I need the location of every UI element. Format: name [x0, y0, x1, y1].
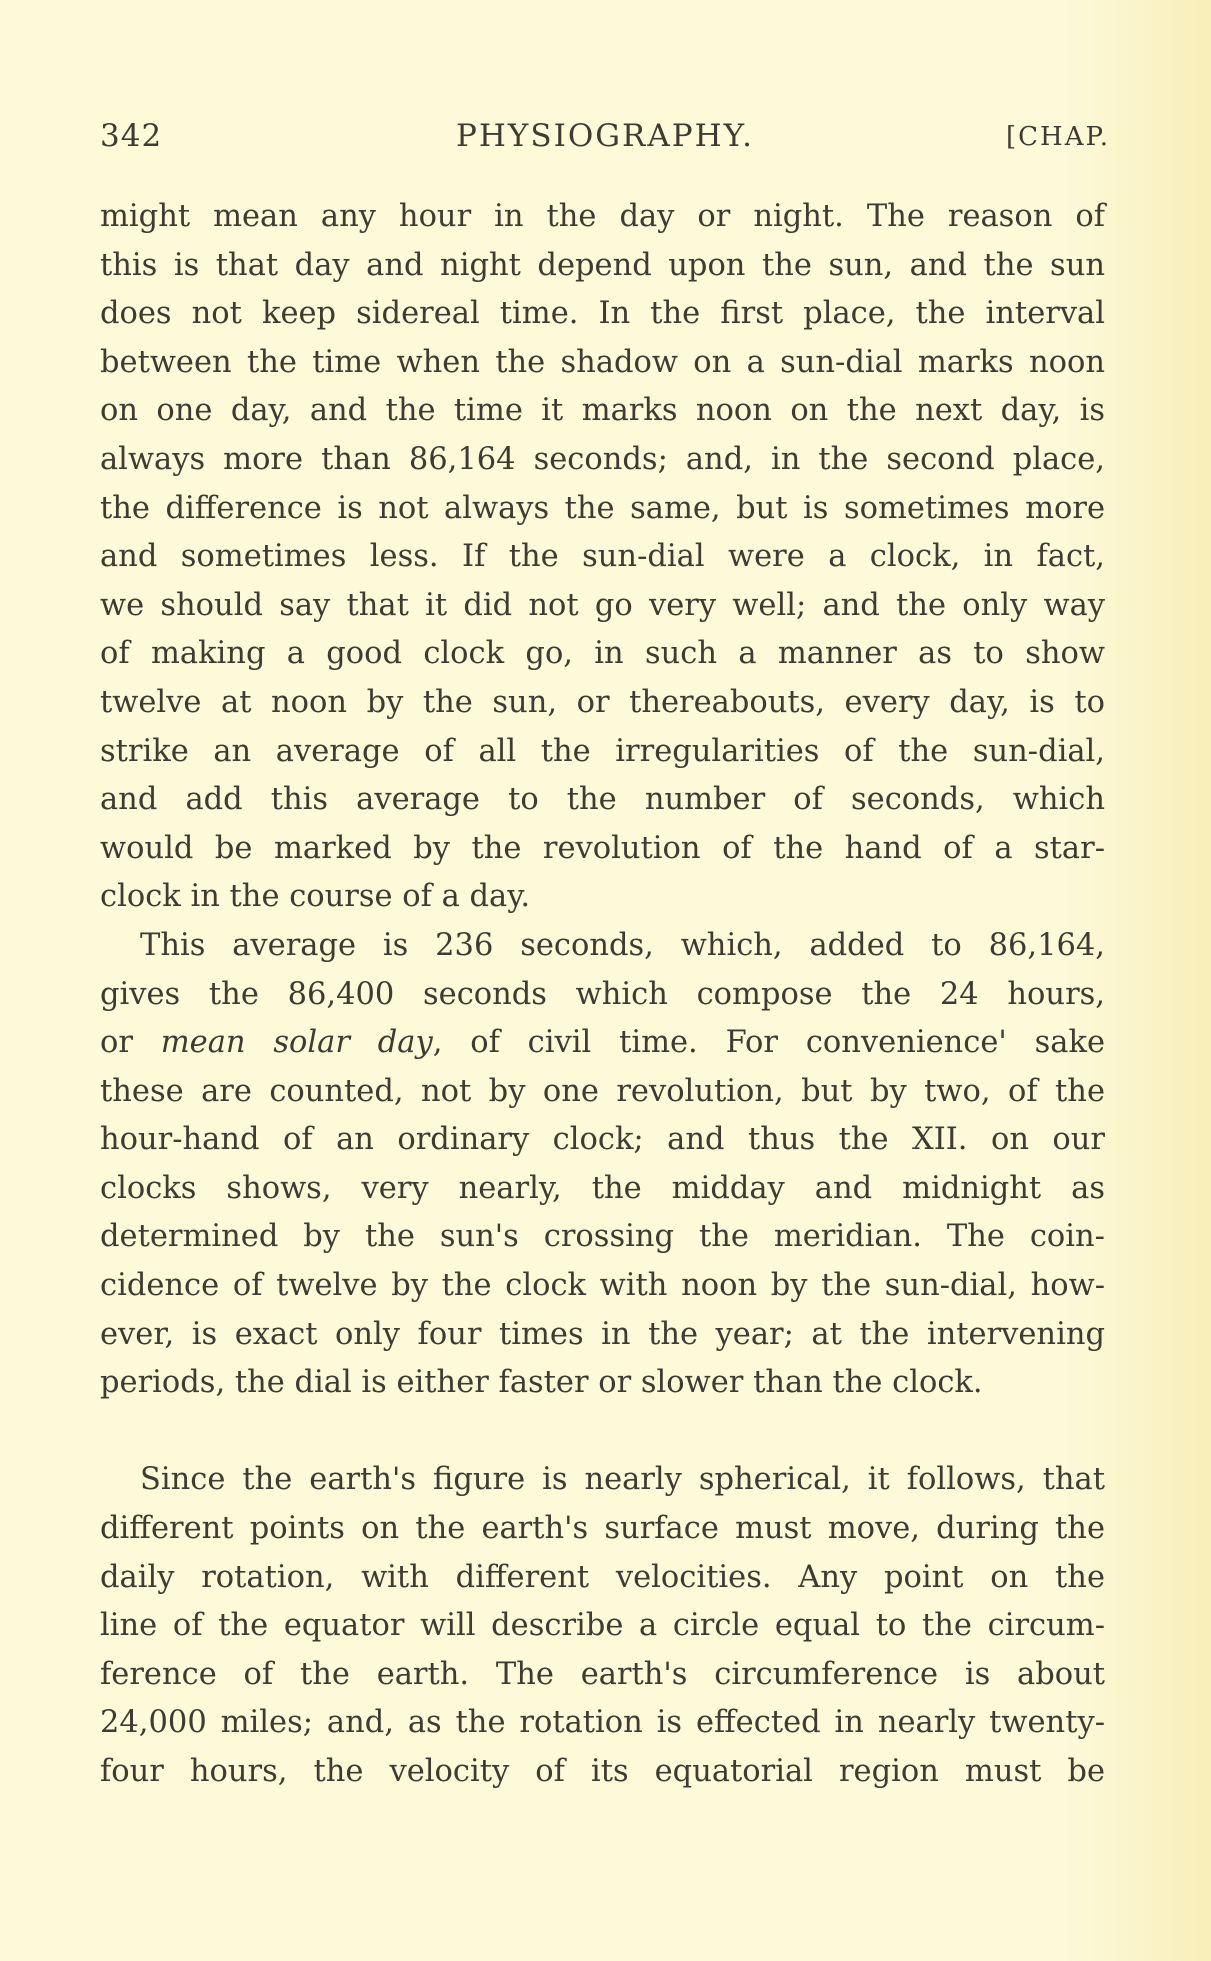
text-fragment: or — [100, 1025, 161, 1061]
text-line: clock in the course of a day. — [100, 879, 531, 915]
text-line: these are counted, not by one revolution, but by two, of the — [100, 1073, 1105, 1109]
page-number: 342 — [100, 118, 163, 154]
text-line-with-term — [100, 1019, 1105, 1068]
text-line: and sometimes less. If the sun-dial were a clock, in fact, — [100, 539, 1105, 575]
text-line: ference of the earth. The earth's circumference is about — [100, 1656, 1105, 1692]
text-line: the difference is not always the same, but is sometimes more — [100, 490, 1105, 526]
text-line: ever, is exact only four times in the year; at the intervening — [100, 1316, 1105, 1352]
paragraph-gap — [100, 1408, 1105, 1457]
text-line: twelve at noon by the sun, or thereabouts, every day, is to — [100, 684, 1105, 720]
text-line: of making a good clock go, in such a manner as to show — [100, 636, 1105, 672]
text-line: might mean any hour in the day or night. The reason of — [100, 199, 1105, 234]
text-line: line of the equator will describe a circle equal to the circum- — [100, 1608, 1105, 1644]
text-line: strike an average of all the irregularities of the sun-dial, — [100, 733, 1105, 769]
text-line: This average is 236 seconds, which, added to 86,164, — [140, 927, 1105, 963]
text-line: Since the earth's figure is nearly spherical, it follows, that — [140, 1462, 1105, 1498]
text-line: and add this average to the number of seconds, which — [100, 782, 1105, 818]
text-line: would be marked by the revolution of the hand of a star- — [100, 830, 1105, 866]
italic-term: mean solar day — [160, 1025, 433, 1061]
text-fragment: , of civil time. For convenience' sake — [432, 1025, 1105, 1061]
text-line: on one day, and the time it marks noon on the next day, is — [100, 393, 1105, 429]
text-line: different points on the earth's surface must move, during the — [100, 1511, 1105, 1547]
body-text — [100, 193, 1105, 1797]
text-line: always more than 86,164 seconds; and, in the second place, — [100, 441, 1105, 477]
text-line: cidence of twelve by the clock with noon by the sun-dial, how- — [100, 1268, 1105, 1304]
text-line: clocks shows, very nearly, the midday and midnight as — [100, 1170, 1105, 1206]
text-line: hour-hand of an ordinary clock; and thus the XII. on our — [100, 1122, 1105, 1158]
text-line: between the time when the shadow on a sun-dial marks noon — [100, 344, 1105, 380]
text-line: determined by the sun's crossing the meridian. The coin- — [100, 1219, 1105, 1255]
text-line: periods, the dial is either faster or slower than the clock. — [100, 1365, 983, 1401]
running-title: PHYSIOGRAPHY. — [456, 118, 754, 154]
chapter-mark: [CHAP. — [1006, 122, 1110, 152]
text-line: four hours, the velocity of its equatorial region must be — [100, 1754, 1105, 1789]
text-line: does not keep sidereal time. In the first place, the interval — [100, 296, 1105, 332]
text-line: we should say that it did not go very well; and the only way — [100, 587, 1105, 623]
text-line: 24,000 miles; and, as the rotation is effected in nearly twenty- — [100, 1705, 1105, 1741]
text-line: daily rotation, with different velocities. Any point on the — [100, 1559, 1105, 1595]
running-head — [100, 118, 1110, 158]
text-line: this is that day and night depend upon the sun, and the sun — [100, 247, 1105, 283]
text-line: gives the 86,400 seconds which compose the 24 hours, — [100, 976, 1105, 1012]
